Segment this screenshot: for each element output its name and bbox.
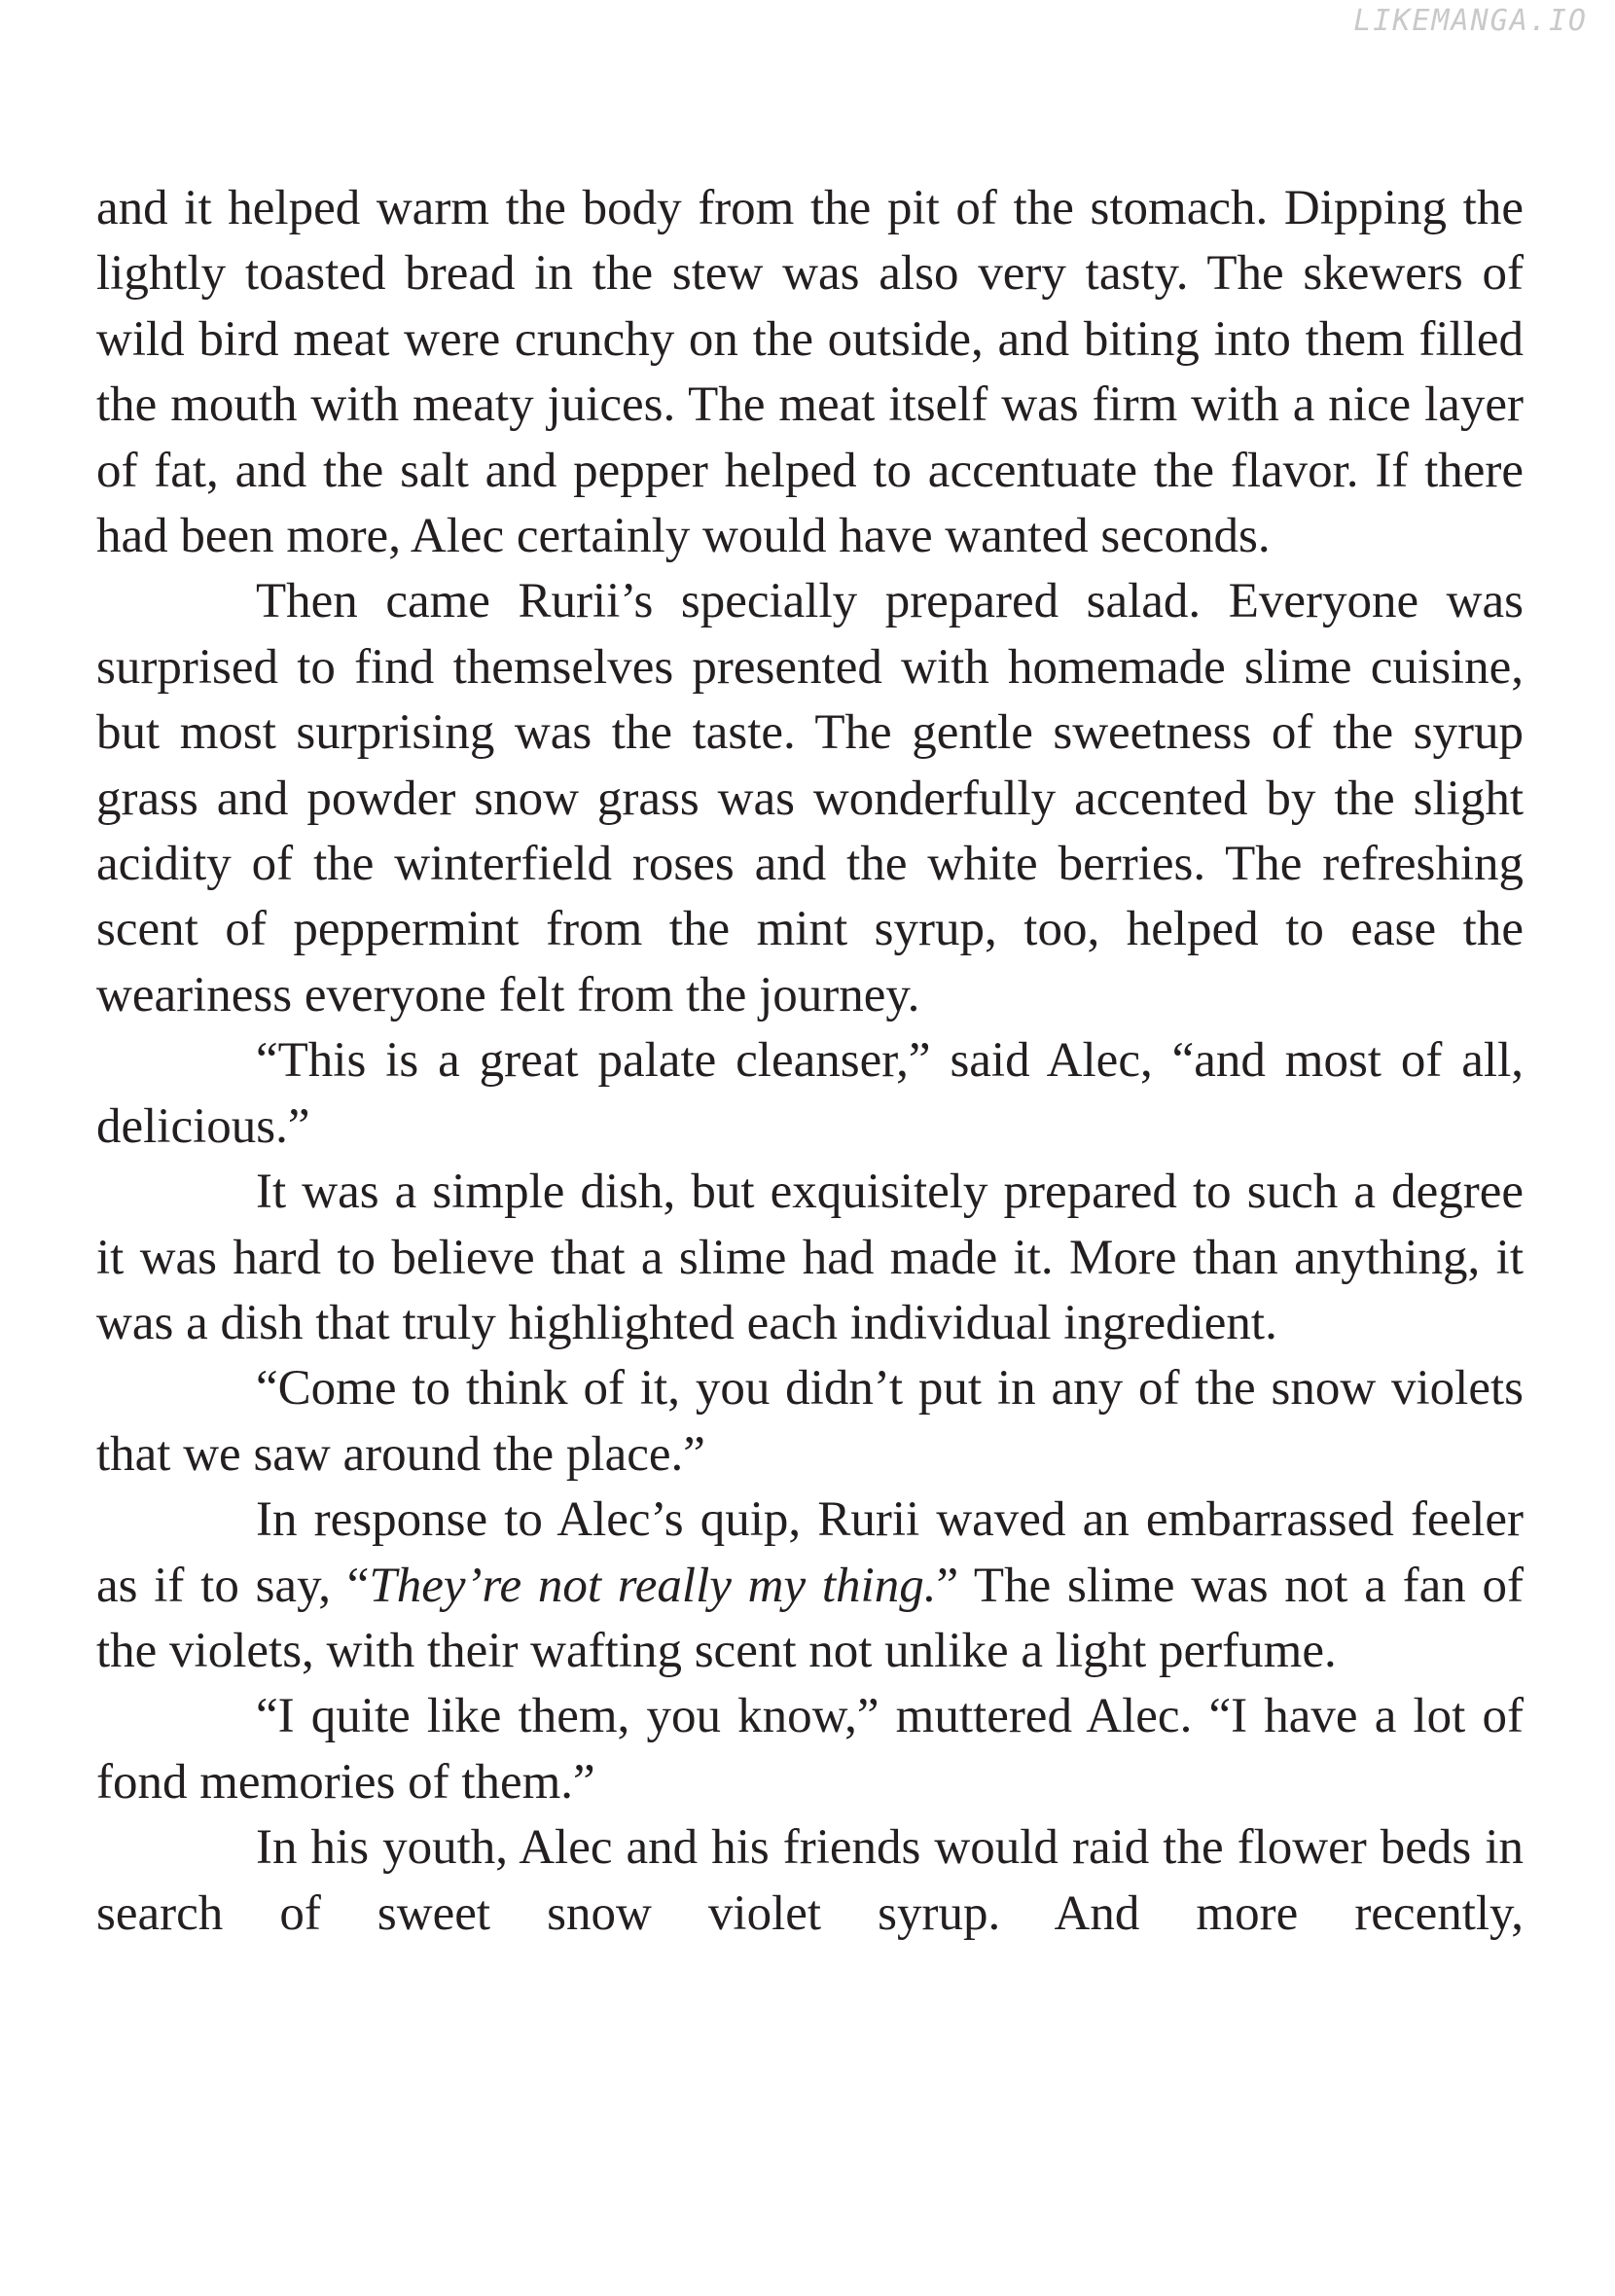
paragraph-4: It was a simple dish, but exquisitely prepared to such a degree it was hard to believe that a slime had made it. More than anything, it was a dish that truly highlighted each individual ingredient. (96, 1165, 1524, 1350)
paragraph-7: “I quite like them, you know,” muttered Alec. “I have a lot of fond memories of them.” (96, 1689, 1524, 1810)
paragraph-6-italic-thought: They’re not really my thing. (369, 1558, 937, 1613)
paragraph-5: “Come to think of it, you didn’t put in any of the snow violets that we saw around the place.” (96, 1361, 1524, 1482)
body-text (96, 176, 1524, 1947)
paragraph-1: and it helped warm the body from the pit of the stomach. Dipping the lightly toasted bread in the stew was also very tasty. The skewers of wild bird meat were crunchy on the outside, and biting into them filled the mouth with meaty juices. The meat itself was firm with a nice layer of fat, and the salt and pepper helped to accentuate the flavor. If there had been more, Alec certainly would have wanted seconds. (96, 181, 1524, 564)
site-watermark: LIKEMANGA.IO (1353, 4, 1588, 38)
paragraph-8: In his youth, Alec and his friends would raid the flower beds in search of sweet snow violet syrup. And more recently, (96, 1820, 1524, 1941)
paragraph-3: “This is a great palate cleanser,” said Alec, “and most of all, delicious.” (96, 1033, 1524, 1154)
paragraph-6-tail: ” The slime was not a fan of the violets, with their wafting scent not unlike a light perfume. (96, 1558, 1524, 1678)
paragraph-6-lead: In response to Alec’s quip, Rurii waved an embarrassed feeler as if to say, “ (96, 1492, 1524, 1613)
paragraph-6 (96, 1488, 1524, 1684)
paragraph-2: Then came Rurii’s specially prepared salad. Everyone was surprised to find themselves presented with homemade slime cuisine, but most surprising was the taste. The gentle sweetness of the syrup grass and powder snow grass was wonderfully accented by the slight acidity of the winterfield roses and the white berries. The refreshing scent of peppermint from the mint syrup, too, helped to ease the weariness everyone felt from the journey. (96, 574, 1524, 1022)
